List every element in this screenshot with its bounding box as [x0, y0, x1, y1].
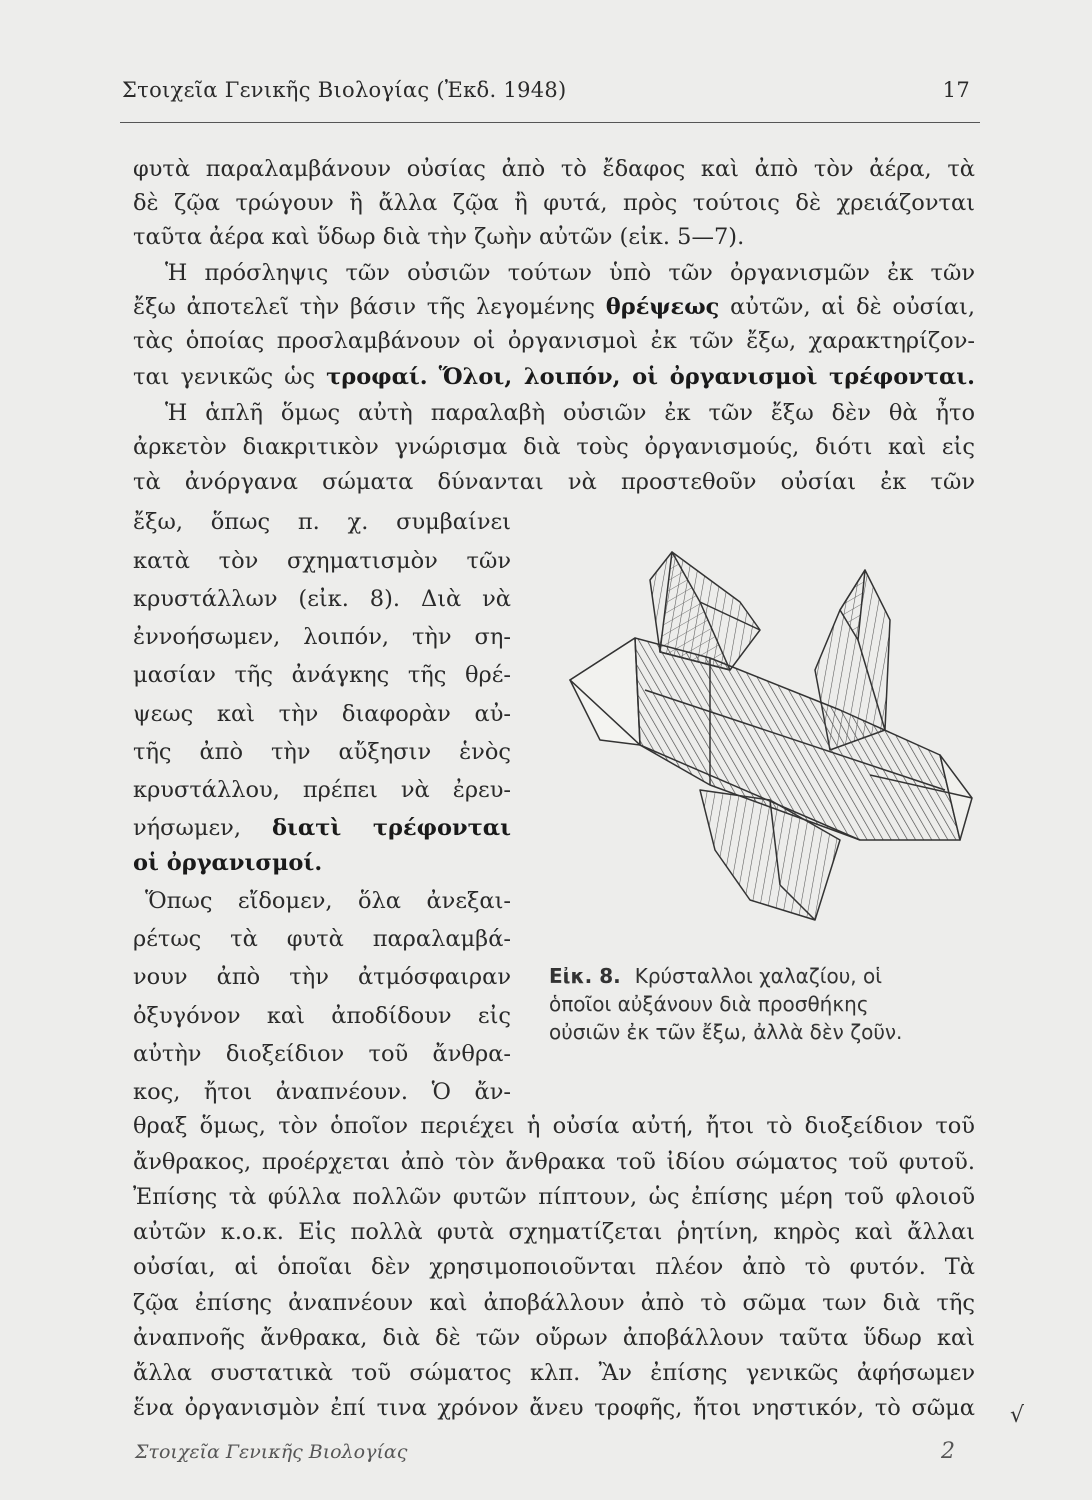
caption-line-2: ὁποῖοι αὐξάνουν διὰ προσθήκης — [549, 992, 869, 1016]
text-line: μασίαν τῆς ἀνάγκης τῆς θρέ- — [133, 662, 511, 688]
term-threpseos: θρέψεως — [605, 294, 720, 320]
header-rule — [120, 122, 980, 123]
text-line: τῆς ἀπὸ τὴν αὔξησιν ἑνὸς — [133, 739, 511, 765]
text-line: φυτὰ παραλαμβάνουν οὐσίας ἀπὸ τὸ ἔδαφος καὶ ἀπὸ τὸν ἀέρα, τὰ — [133, 156, 975, 182]
text-line: ψεως καὶ τὴν διαφορὰν αὐ- — [133, 701, 511, 727]
text-line: ὀξυγόνον καὶ ἀποδίδουν εἰς — [133, 1003, 511, 1029]
text-line: αὐτῶν κ.ο.κ. Εἰς πολλὰ φυτὰ σχηματίζεται ῥητίνη, κηρὸς καὶ ἄλλαι — [133, 1219, 975, 1245]
text-line: Ὅπως εἴδομεν, ὅλα ἀνεξαι- — [145, 888, 511, 914]
running-title: Στοιχεῖα Γενικῆς Βιολογίας (Ἐκδ. 1948) — [122, 78, 567, 102]
footer-signature-line — [135, 1441, 965, 1463]
text-line: ταῦτα ἀέρα καὶ ὕδωρ διὰ τὴν ζωὴν αὐτῶν (εἰκ. 5—7). — [133, 224, 745, 250]
sheet-mark: 2 — [941, 1439, 955, 1464]
text-line: κος, ἤτοι ἀναπνέουν. Ὁ ἄν- — [133, 1079, 511, 1105]
text-line: οἱ ὀργανισμοί. — [133, 850, 323, 876]
text-line: κρυστάλλων (εἰκ. 8). Διὰ νὰ — [133, 586, 511, 612]
figure-caption — [549, 962, 979, 1046]
text-line: θραξ ὅμως, τὸν ὁποῖον περιέχει ἡ οὐσία αὐτή, ἤτοι τὸ διοξείδιον τοῦ — [133, 1113, 975, 1139]
text-line: οὐσίαι, αἱ ὁποῖαι δὲν χρησιμοποιοῦνται πλέον ἀπὸ τὸ φυτόν. Τὰ — [133, 1254, 975, 1280]
text-line: κρυστάλλου, πρέπει νὰ ἐρευ- — [133, 777, 511, 803]
text-line: αὐτὴν διοξείδιον τοῦ ἄνθρα- — [133, 1041, 511, 1067]
figure-label: Εἰκ. 8. — [549, 964, 621, 988]
text-line: ἔξω ἀποτελεῖ τὴν βάσιν τῆς λεγομένης θρέψεως αὐτῶν, αἱ δὲ οὐσίαι, — [133, 294, 975, 320]
text-line: δὲ ζῷα τρώγουν ἢ ἄλλα ζῷα ἢ φυτά, πρὸς τούτοις δὲ χρειάζονται — [133, 190, 975, 216]
text-line: Ἐπίσης τὰ φύλλα πολλῶν φυτῶν πίπτουν, ὡς ἐπίσης μέρη τοῦ φλοιοῦ — [133, 1184, 975, 1210]
text-line: νουν ἀπὸ τὴν ἀτμόσφαιραν — [133, 964, 511, 990]
footer-signature: Στοιχεῖα Γενικῆς Βιολογίας — [135, 1441, 408, 1463]
caption-line-3: οὐσιῶν ἐκ τῶν ἔξω, ἀλλὰ δὲν ζοῦν. — [549, 1020, 903, 1044]
text-line: ἐννοήσωμεν, λοιπόν, τὴν ση- — [133, 624, 511, 650]
key-question: διατὶ τρέφονται — [271, 815, 511, 841]
text-line: Ἡ ἁπλῆ ὅμως αὐτὴ παραλαβὴ οὐσιῶν ἐκ τῶν ἔξω δὲν θὰ ἦτο — [165, 400, 975, 426]
margin-check-mark: √ — [1010, 1403, 1025, 1428]
key-statement: Ὅλοι, λοιπόν, οἱ ὀργανισμοὶ τρέφονται. — [438, 364, 975, 390]
term-trofai: τροφαί. — [326, 364, 428, 390]
caption-line-1: Εἰκ. 8. Κρύσταλλοι χαλαζίου, οἱ — [549, 964, 882, 988]
text-line: ἔξω, ὅπως π. χ. συμβαίνει — [133, 509, 511, 535]
text-line: νήσωμεν, διατὶ τρέφονται — [133, 815, 511, 841]
quartz-crystals-illustration — [540, 540, 980, 960]
text-line: τὰ ἀνόργανα σώματα δύνανται νὰ προστεθοῦν οὐσίαι ἐκ τῶν — [133, 469, 975, 495]
text-line: ρέτως τὰ φυτὰ παραλαμβά- — [133, 926, 511, 952]
text-line: ται γενικῶς ὡς τροφαί. Ὅλοι, λοιπόν, οἱ ὀργανισμοὶ τρέφονται. — [133, 364, 975, 390]
page-number: 17 — [942, 78, 970, 102]
text-line: ἄλλα συστατικὰ τοῦ σώματος κλπ. Ἂν ἐπίσης γενικῶς ἀφήσωμεν — [133, 1360, 975, 1386]
text-line: ἀρκετὸν διακριτικὸν γνώρισμα διὰ τοὺς ὀργανισμούς, διότι καὶ εἰς — [133, 434, 975, 460]
text-line: ἕνα ὀργανισμὸν ἐπί τινα χρόνον ἄνευ τροφῆς, ἤτοι νηστικόν, τὸ σῶμα — [133, 1395, 975, 1421]
text-line: Ἡ πρόσληψις τῶν οὐσιῶν τούτων ὑπὸ τῶν ὀργανισμῶν ἐκ τῶν — [165, 260, 975, 286]
running-header — [122, 78, 970, 102]
text-line: τὰς ὁποίας προσλαμβάνουν οἱ ὀργανισμοὶ ἐκ τῶν ἔξω, χαρακτηρίζον- — [133, 328, 975, 354]
text-line: κατὰ τὸν σχηματισμὸν τῶν — [133, 548, 511, 574]
text-line: ἄνθρακος, προέρχεται ἀπὸ τὸν ἄνθρακα τοῦ ἰδίου σώματος τοῦ φυτοῦ. — [133, 1149, 975, 1175]
text-line: ἀναπνοῆς ἄνθρακα, διὰ δὲ τῶν οὔρων ἀποβάλλουν ταῦτα ὕδωρ καὶ — [133, 1325, 975, 1351]
text-line: ζῷα ἐπίσης ἀναπνέουν καὶ ἀποβάλλουν ἀπὸ τὸ σῶμα των διὰ τῆς — [133, 1290, 975, 1316]
